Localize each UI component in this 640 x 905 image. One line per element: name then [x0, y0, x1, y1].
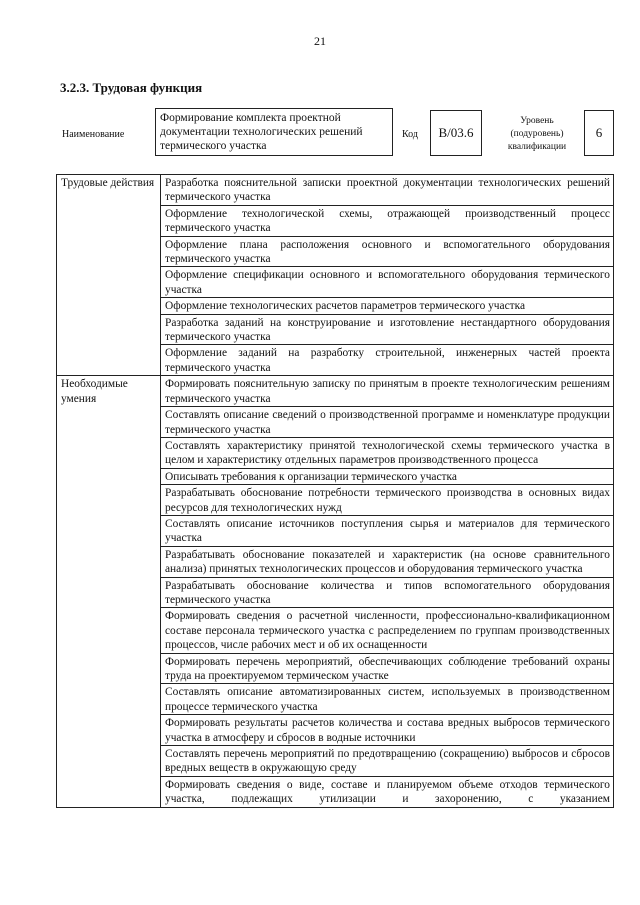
item-cell: Формировать сведения о виде, составе и планируемом объеме отходов термического участка, подлежащих утилизации и захоронению, с указанием — [161, 776, 614, 807]
item-cell: Оформление плана расположения основного и вспомогательного оборудования термического участка — [161, 236, 614, 267]
level-label: Уровень (подуровень) квалификации — [507, 116, 567, 152]
item-cell: Формировать результаты расчетов количества и состава вредных выбросов термического участка в атмосферу и сбросов в водные источники — [161, 715, 614, 746]
item-cell: Описывать требования к организации термического участка — [161, 468, 614, 484]
item-cell: Формировать сведения о расчетной численности, профессионально-квалификационном составе персонала термического участка с распределением по группам производственных процессов, числе рабочих мест и об их оснащенности — [161, 608, 614, 653]
item-cell: Составлять описание источников поступления сырья и материалов для термического участка — [161, 515, 614, 546]
code-label: Код — [402, 129, 418, 140]
item-cell: Составлять описание автоматизированных систем, используемых в производственном процессе термического участка — [161, 684, 614, 715]
function-table — [56, 174, 614, 808]
item-cell: Разрабатывать обоснование потребности термического производства в основных видах ресурсов для технологических нужд — [161, 485, 614, 516]
page-number: 21 — [314, 34, 326, 48]
table-row — [57, 376, 614, 407]
item-cell: Составлять перечень мероприятий по предотвращению (сокращению) выбросов и сбросов вредных веществ в окружающую среду — [161, 746, 614, 777]
level-value-box: 6 — [584, 110, 614, 156]
item-cell: Формировать перечень мероприятий, обеспечивающих соблюдение требований охраны труда на проектируемом термическом участке — [161, 653, 614, 684]
category-cell: Необходимые умения — [57, 376, 161, 807]
code-value-box: В/03.6 — [430, 110, 482, 156]
item-cell: Разработка пояснительной записки проектной документации технологических решений термического участка — [161, 175, 614, 206]
section-title: 3.2.3. Трудовая функция — [60, 80, 203, 95]
table-row — [57, 175, 614, 206]
item-cell: Оформление спецификации основного и вспомогательного оборудования термического участка — [161, 267, 614, 298]
item-cell: Формировать пояснительную записку по принятым в проекте технологическим решениям термического участка — [161, 376, 614, 407]
item-cell: Оформление заданий на разработку строительной, инженерных частей проекта термического участка — [161, 345, 614, 376]
item-cell: Составлять характеристику принятой технологической схемы термического участка в целом и характеристику отдельных параметров производственного процесса — [161, 437, 614, 468]
item-cell: Составлять описание сведений о производственной программе и номенклатуре продукции термического участка — [161, 407, 614, 438]
name-label: Наименование — [62, 129, 125, 140]
item-cell: Разрабатывать обоснование количества и типов вспомогательного оборудования термического участка — [161, 577, 614, 608]
item-cell: Разрабатывать обоснование показателей и характеристик (на основе сравнительного анализа) принятых технологических процессов и оборудования термического участка — [161, 546, 614, 577]
item-cell: Разработка заданий на конструирование и изготовление нестандартного оборудования термического участка — [161, 314, 614, 345]
function-name-box: Формирование комплекта проектной документации технологических решений термического участка — [155, 108, 393, 156]
item-cell: Оформление технологических расчетов параметров термического участка — [161, 298, 614, 314]
item-cell: Оформление технологической схемы, отражающей производственный процесс термического участка — [161, 205, 614, 236]
category-cell: Трудовые действия — [57, 175, 161, 376]
